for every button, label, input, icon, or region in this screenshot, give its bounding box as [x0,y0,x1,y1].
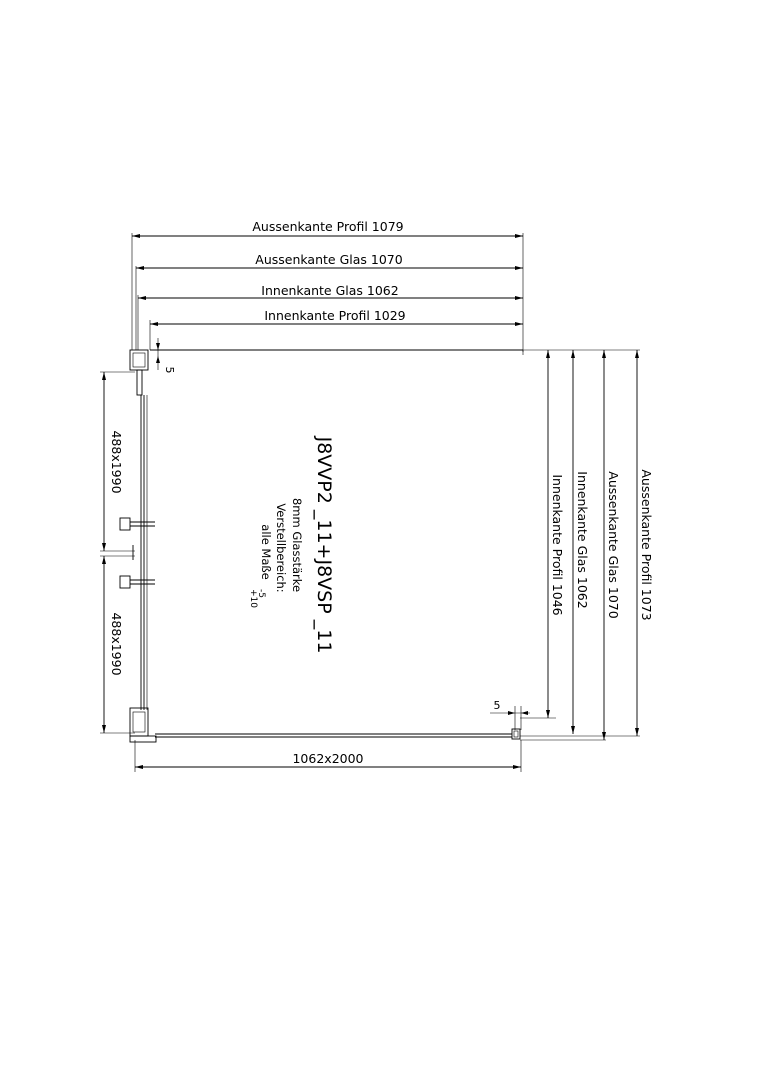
product-code: J8VVP2 _11+J8VSP _11 [313,436,335,654]
dim-inner-glass-height: Innenkante Glas 1062 [575,471,590,609]
dim-top-gap: 5 [163,366,176,374]
dim-outer-glass-height: Aussenkante Glas 1070 [606,471,621,619]
dim-bottom-gap: 5 [493,699,501,712]
adjust-range-label: Verstellbereich: [274,503,288,593]
side-panel-lower-size: 488x1990 [109,612,124,676]
all-dims-label: alle Maße [259,524,273,580]
top-gap-marker [156,338,160,370]
glass-thickness: 8mm Glasstärke [290,497,304,593]
dim-inner-glass-width: Innenkante Glas 1062 [261,283,399,298]
dim-inner-profile-height: Innenkante Profil 1046 [550,474,565,616]
tolerance-minus: -5 [256,589,266,598]
dim-bottom-size: 1062x2000 [292,751,364,766]
side-panel-upper-size: 488x1990 [109,430,124,494]
dim-outer-profile-width: Aussenkante Profil 1079 [252,219,404,234]
tolerance-plus: +10 [248,589,258,608]
dim-inner-profile-width: Innenkante Profil 1029 [264,308,406,323]
side-panel-dimension-lines [100,372,135,733]
dim-outer-glass-width: Aussenkante Glas 1070 [255,252,403,267]
dim-outer-profile-height: Aussenkante Profil 1073 [639,469,654,621]
